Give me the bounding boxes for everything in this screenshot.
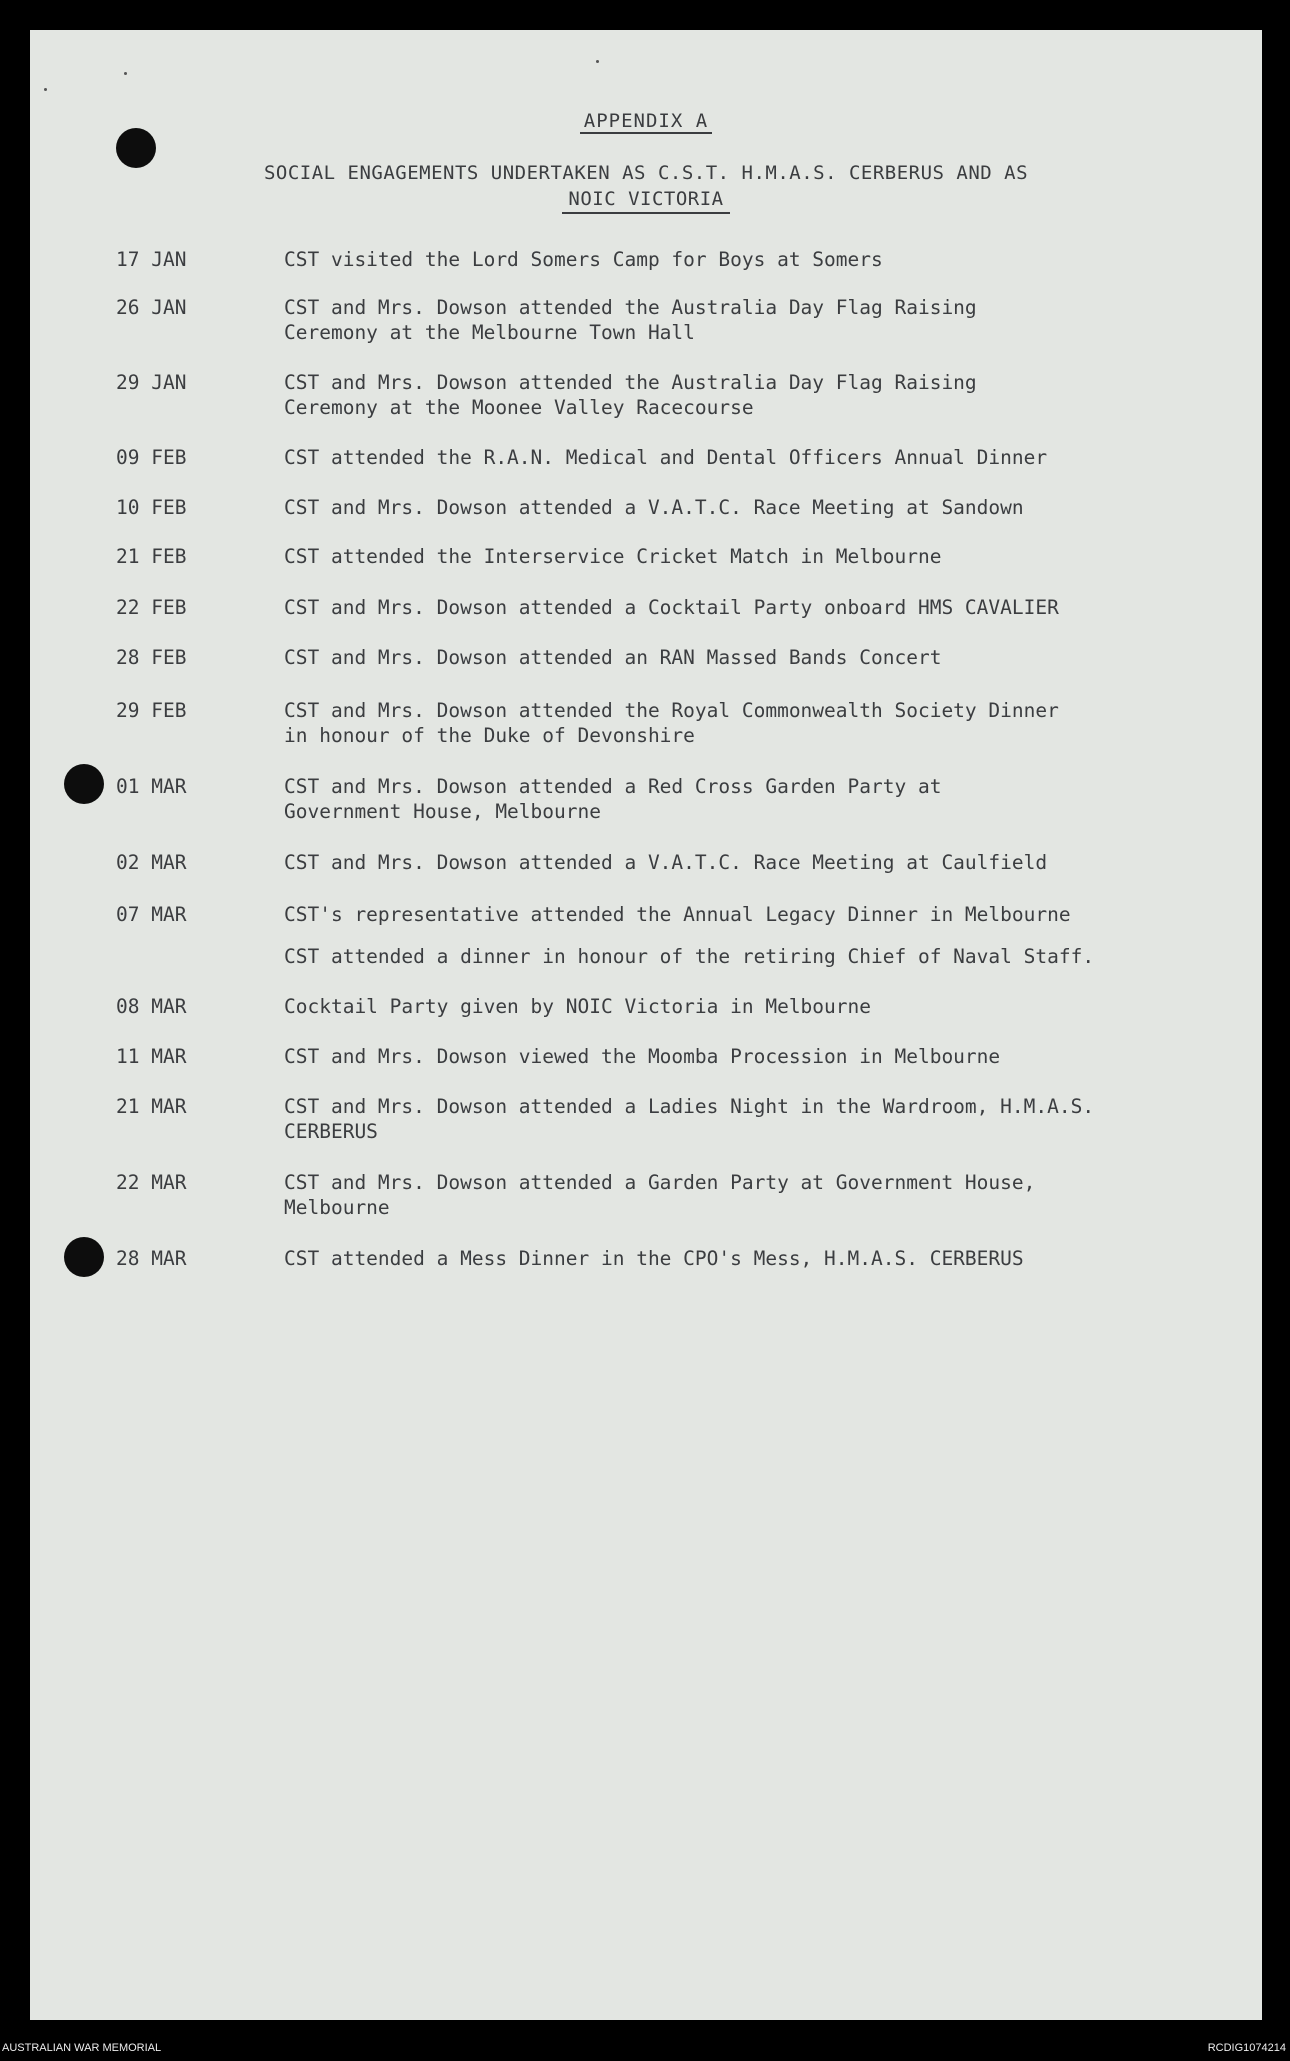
entry-text: CST and Mrs. Dowson attended a Cocktail Party onboard HMS CAVALIER	[284, 596, 1059, 619]
footer-credit: AUSTRALIAN WAR MEMORIAL	[2, 2042, 162, 2054]
entry-text: CST attended a Mess Dinner in the CPO's Mess, H.M.A.S. CERBERUS	[284, 1247, 1024, 1270]
entry-text: CST's representative attended the Annual Legacy Dinner in Melbourne	[284, 903, 1071, 926]
entry-date: 21 FEB	[116, 545, 187, 568]
paper-speck	[124, 72, 127, 75]
document-title	[30, 160, 1262, 214]
entry-date: 22 FEB	[116, 596, 187, 619]
entry-text: CST and Mrs. Dowson attended the Australia Day Flag Raising Ceremony at the Moonee Valley Racecourse	[284, 371, 977, 419]
paper-speck	[44, 88, 47, 91]
entry-text: CST visited the Lord Somers Camp for Boys at Somers	[284, 248, 883, 271]
entry-text: CST attended a dinner in honour of the retiring Chief of Naval Staff.	[284, 945, 1095, 968]
entry-text: CST attended the R.A.N. Medical and Dental Officers Annual Dinner	[284, 446, 1048, 469]
entry-text: CST attended the Interservice Cricket Match in Melbourne	[284, 545, 942, 568]
entry-text: CST and Mrs. Dowson attended a Red Cross Garden Party at Government House, Melbourne	[284, 775, 942, 823]
entry-text: CST and Mrs. Dowson attended the Australia Day Flag Raising Ceremony at the Melbourne Town Hall	[284, 296, 977, 344]
footer-record-id: RCDIG1074214	[1207, 2042, 1286, 2054]
entry-date: 02 MAR	[116, 851, 187, 874]
document-page	[30, 30, 1262, 2020]
punch-hole-middle	[64, 764, 104, 804]
entry-date: 17 JAN	[116, 248, 187, 271]
entry-text: CST and Mrs. Dowson attended an RAN Massed Bands Concert	[284, 646, 942, 669]
entry-date: 10 FEB	[116, 496, 187, 519]
entry-date: 01 MAR	[116, 775, 187, 798]
appendix-heading: APPENDIX A	[30, 110, 1262, 132]
paper-speck	[596, 60, 599, 63]
entry-date: 21 MAR	[116, 1095, 187, 1118]
entry-date: 28 FEB	[116, 646, 187, 669]
punch-hole-bottom	[64, 1237, 104, 1277]
entry-date: 28 MAR	[116, 1247, 187, 1270]
entry-text: CST and Mrs. Dowson attended a V.A.T.C. Race Meeting at Caulfield	[284, 851, 1048, 874]
entry-date: 09 FEB	[116, 446, 187, 469]
entry-date: 08 MAR	[116, 995, 187, 1018]
entry-date: 11 MAR	[116, 1045, 187, 1068]
entry-date: 07 MAR	[116, 903, 187, 926]
entry-text: CST and Mrs. Dowson attended a Ladies Night in the Wardroom, H.M.A.S. CERBERUS	[284, 1095, 1095, 1143]
entry-date: 29 JAN	[116, 371, 187, 394]
entry-date: 26 JAN	[116, 296, 187, 319]
entry-text: CST and Mrs. Dowson attended a V.A.T.C. Race Meeting at Sandown	[284, 496, 1024, 519]
title-line-1: SOCIAL ENGAGEMENTS UNDERTAKEN AS C.S.T. H.M.A.S. CERBERUS AND AS	[263, 162, 1029, 184]
entry-text: Cocktail Party given by NOIC Victoria in Melbourne	[284, 995, 871, 1018]
entry-text: CST and Mrs. Dowson viewed the Moomba Procession in Melbourne	[284, 1045, 1001, 1068]
entry-text: CST and Mrs. Dowson attended the Royal Commonwealth Society Dinner in honour of the Duke of Devonshire	[284, 699, 1059, 747]
entry-date: 29 FEB	[116, 699, 187, 722]
entry-text: CST and Mrs. Dowson attended a Garden Party at Government House, Melbourne	[284, 1171, 1036, 1219]
title-line-2: NOIC VICTORIA	[562, 186, 729, 214]
entry-date: 22 MAR	[116, 1171, 187, 1194]
